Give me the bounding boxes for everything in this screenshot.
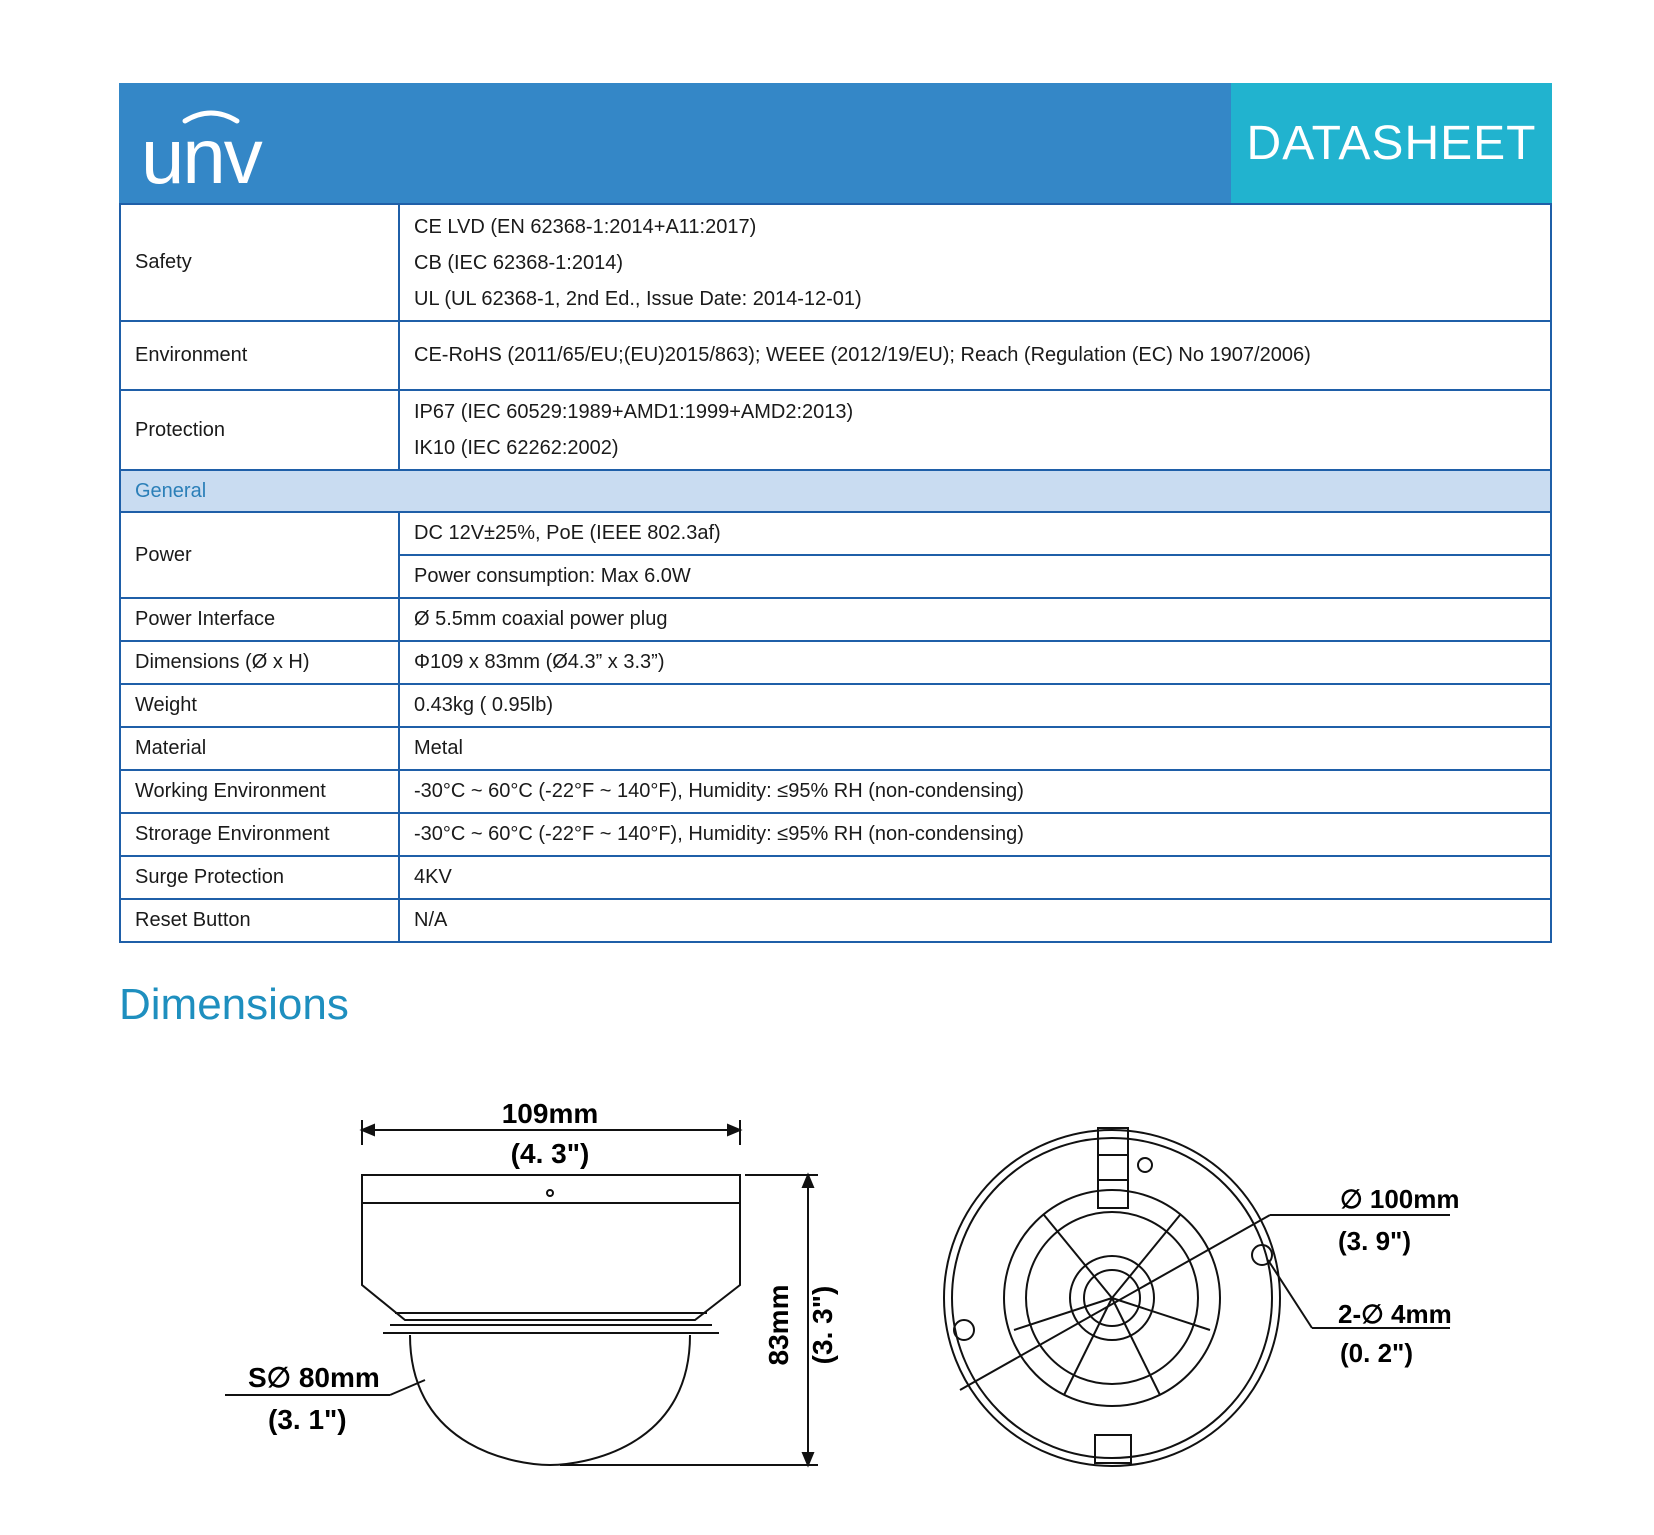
spec-value	[399, 204, 1551, 321]
spec-value: Φ109 x 83mm (Ø4.3” x 3.3”)	[399, 641, 1551, 684]
holes-in-label: (0. 2")	[1340, 1338, 1414, 1368]
bottom-view-drawing	[940, 1120, 1500, 1480]
spec-label: Reset Button	[120, 899, 399, 942]
spec-label: Strorage Environment	[120, 813, 399, 856]
height-in-label: (3. 3")	[807, 1285, 838, 1365]
dome-in-label: (3. 1")	[268, 1404, 347, 1435]
spec-label: Environment	[120, 321, 399, 390]
section-title: General	[120, 470, 1551, 512]
spec-label: Material	[120, 727, 399, 770]
spec-label: Surge Protection	[120, 856, 399, 899]
spec-value-line: UL (UL 62368-1, 2nd Ed., Issue Date: 2014-12-01)	[414, 287, 862, 310]
table-row	[120, 204, 1551, 321]
spec-label: Protection	[120, 390, 399, 470]
table-row	[120, 899, 1551, 942]
table-row	[120, 856, 1551, 899]
datasheet-title: DATASHEET	[1246, 116, 1537, 170]
side-view-drawing	[220, 1095, 840, 1475]
unv-logo	[141, 101, 291, 191]
table-row	[120, 390, 1551, 470]
spec-value-line: IK10 (IEC 62262:2002)	[414, 437, 619, 459]
spec-label: Dimensions (Ø x H)	[120, 641, 399, 684]
spec-label: Working Environment	[120, 770, 399, 813]
diameter-in-label: (3. 9")	[1338, 1226, 1412, 1256]
spec-value-line: IP67 (IEC 60529:1989+AMD1:1999+AMD2:2013)	[414, 401, 854, 423]
dimensions-heading: Dimensions	[119, 980, 349, 1029]
specifications-table	[119, 203, 1552, 943]
spec-label: Safety	[120, 204, 399, 321]
table-row	[120, 770, 1551, 813]
height-mm-label: 83mm	[763, 1284, 794, 1366]
spec-value: 4KV	[399, 856, 1551, 899]
spec-label: Weight	[120, 684, 399, 727]
spec-label: Power	[120, 512, 399, 598]
datasheet-badge	[1231, 83, 1552, 203]
spec-value: -30°C ~ 60°C (-22°F ~ 140°F), Humidity: ≤95% RH (non-condensing)	[399, 813, 1551, 856]
width-mm-label: 109mm	[501, 1098, 599, 1129]
table-row	[120, 598, 1551, 641]
table-row	[120, 727, 1551, 770]
spec-value-line: CE LVD (EN 62368-1:2014+A11:2017)	[414, 215, 757, 238]
datasheet-header	[119, 83, 1552, 203]
spec-value: DC 12V±25%, PoE (IEEE 802.3af)	[399, 512, 1551, 555]
table-row	[120, 684, 1551, 727]
spec-value: CE-RoHS (2011/65/EU;(EU)2015/863); WEEE (2012/19/EU); Reach (Regulation (EC) No 1907/2006)	[399, 321, 1551, 390]
spec-label: Power Interface	[120, 598, 399, 641]
spec-value: Power consumption: Max 6.0W	[399, 555, 1551, 598]
table-row	[120, 641, 1551, 684]
width-in-label: (4. 3")	[510, 1138, 590, 1169]
svg-text:unv: unv	[141, 112, 261, 191]
spec-value-line: CB (IEC 62368-1:2014)	[414, 251, 624, 274]
spec-value: -30°C ~ 60°C (-22°F ~ 140°F), Humidity: ≤95% RH (non-condensing)	[399, 770, 1551, 813]
table-row	[120, 321, 1551, 390]
table-row	[120, 813, 1551, 856]
spec-value: N/A	[399, 899, 1551, 942]
dome-mm-label: S∅ 80mm	[248, 1362, 380, 1393]
spec-value	[399, 390, 1551, 470]
table-row	[120, 512, 1551, 555]
spec-value: Ø 5.5mm coaxial power plug	[399, 598, 1551, 641]
spec-value: 0.43kg ( 0.95lb)	[399, 684, 1551, 727]
diameter-mm-label: ∅ 100mm	[1340, 1184, 1460, 1214]
holes-mm-label: 2-∅ 4mm	[1338, 1299, 1452, 1329]
section-header-general	[120, 470, 1551, 512]
spec-value: Metal	[399, 727, 1551, 770]
